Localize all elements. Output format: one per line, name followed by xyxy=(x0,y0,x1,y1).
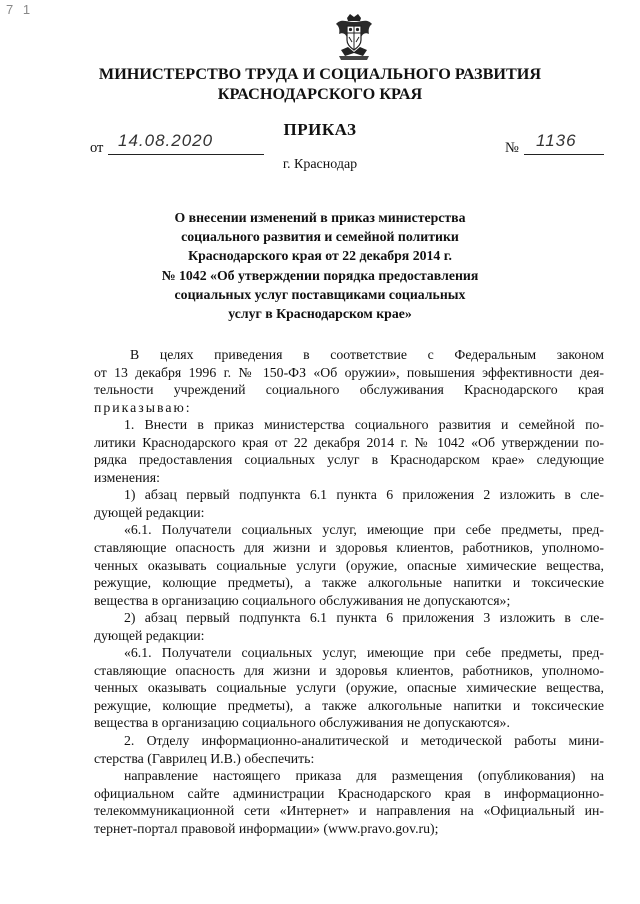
coat-of-arms-icon xyxy=(333,12,375,62)
body-line: дующей редакции: xyxy=(94,627,205,643)
body-line: 1) абзац первый подпункта 6.1 пункта 6 приложения 2 изложить в сле- xyxy=(124,487,604,503)
ministry-name-line2: КРАСНОДАРСКОГО КРАЯ xyxy=(217,85,423,103)
subject-line: № 1042 «Об утверждении порядка предоставления xyxy=(161,267,479,283)
body-line: «6.1. Получатели социальных услуг, имеющие при себе предметы, пред- xyxy=(124,645,604,661)
number-underline xyxy=(524,154,604,155)
body-line: рядка предоставления социальных услуг в Краснодарском крае» следующие xyxy=(94,452,604,468)
body-line: вещества в организацию социального обслуживания не допускаются»; xyxy=(94,592,511,608)
body-line: дующей редакции: xyxy=(94,504,205,520)
date-label: от xyxy=(90,140,104,156)
body-line: 2. Отделу информационно-аналитической и методической работы мини- xyxy=(124,733,604,749)
ministry-name-line1: МИНИСТЕРСТВО ТРУДА И СОЦИАЛЬНОГО РАЗВИТИЯ xyxy=(98,65,542,83)
order-subject xyxy=(0,208,640,323)
body-line: официальном сайте администрации Краснодарского края в информационно- xyxy=(94,785,604,801)
body-line: направление настоящего приказа для размещения (опубликования) на xyxy=(124,768,604,784)
date-handwritten: 14.08.2020 xyxy=(118,131,214,150)
order-title: ПРИКАЗ xyxy=(283,120,357,139)
subject-line: социального развития и семейной политики xyxy=(181,229,459,245)
subject-line: Краснодарского края от 22 декабря 2014 г. xyxy=(188,248,452,264)
order-body xyxy=(94,346,604,837)
body-line: ченных оказывать социальные услуги (оружие, опасные химические вещества, xyxy=(94,680,604,696)
city-name: г. Краснодар xyxy=(282,157,358,172)
number-handwritten: 1136 xyxy=(536,131,577,150)
body-line: телекоммуникационной сети «Интернет» и направления на «Официальный ин- xyxy=(94,803,604,819)
body-line: 2) абзац первый подпункта 6.1 пункта 6 приложения 3 изложить в сле- xyxy=(124,610,604,626)
body-line: ставляющие опасность для жизни и здоровья клиентов, работников, уполномо- xyxy=(94,662,604,678)
body-line: тернет-портал правовой информации» (www.pravo.gov.ru); xyxy=(94,820,439,836)
body-line: ченных оказывать социальные услуги (оружие, опасные химические вещества, xyxy=(94,557,604,573)
body-line: 1. Внести в приказ министерства социального развития и семейной по- xyxy=(124,417,604,433)
body-line: ставляющие опасность для жизни и здоровья клиентов, работников, уполномо- xyxy=(94,540,604,556)
body-line: стерства (Гаврилец И.В.) обеспечить: xyxy=(94,750,315,766)
corner-handwritten-mark: 7 1 xyxy=(6,2,34,17)
body-line: вещества в организацию социального обслуживания не допускаются». xyxy=(94,715,510,731)
subject-line: социальных услуг поставщиками социальных xyxy=(174,286,466,302)
subject-line: услуг в Краснодарском крае» xyxy=(228,306,412,322)
subject-line: О внесении изменений в приказ министерства xyxy=(174,210,466,225)
body-line: В целях приведения в соответствие с Федеральным законом xyxy=(130,347,604,362)
body-line: от 13 декабря 1996 г. № 150-ФЗ «Об оружии», повышения эффективности дея- xyxy=(94,364,604,380)
body-line: приказываю: xyxy=(94,399,192,415)
body-line: режущие, колющие предметы), а также алкогольные напитки и токсические xyxy=(94,697,604,713)
number-label: № xyxy=(505,140,519,156)
body-line: тельности учреждений социального обслуживания Краснодарского края xyxy=(94,382,604,398)
body-line: изменения: xyxy=(94,469,160,485)
body-line: режущие, колющие предметы), а также алкогольные напитки и токсические xyxy=(94,575,604,591)
date-underline xyxy=(108,154,264,155)
body-line: «6.1. Получатели социальных услуг, имеющие при себе предметы, пред- xyxy=(124,522,604,538)
body-line: литики Краснодарского края от 22 декабря 2014 г. № 1042 «Об утверждении по- xyxy=(94,434,604,450)
